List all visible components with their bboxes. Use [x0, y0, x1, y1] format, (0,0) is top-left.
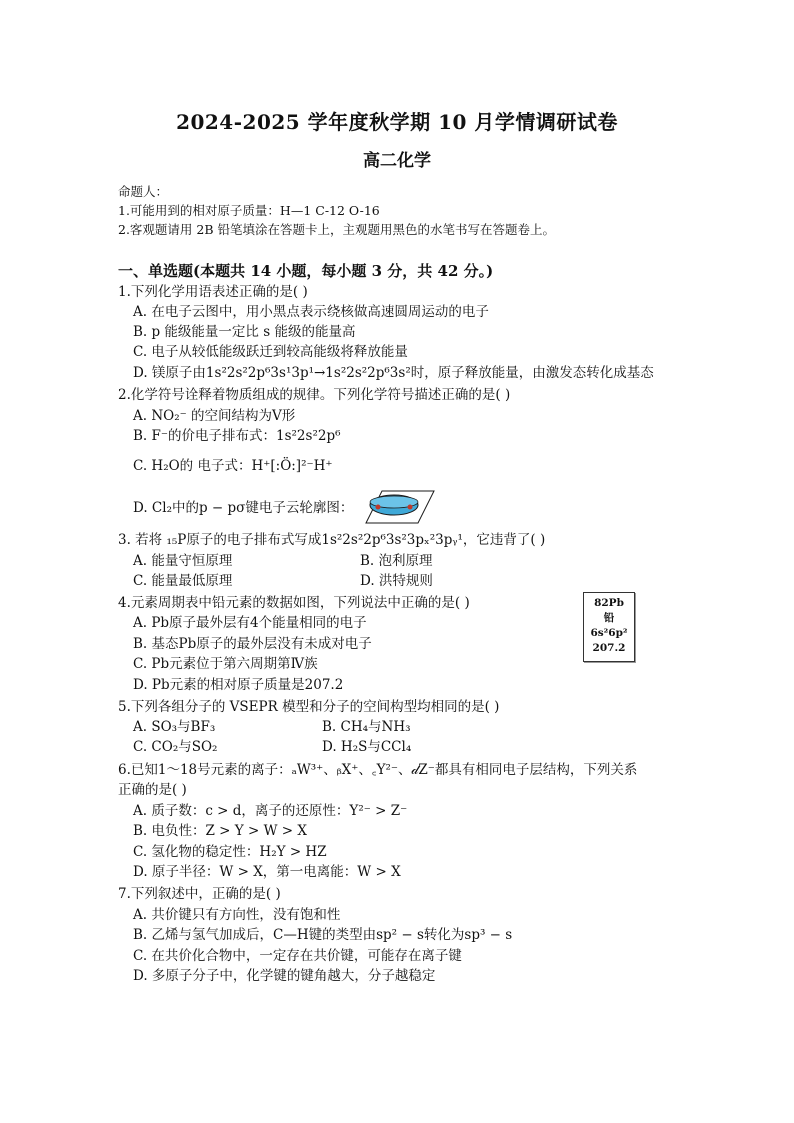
question-3-option-a: A. 能量守恒原理	[133, 553, 233, 569]
question-7-option-d: D. 多原子分子中，化学键的键角越大，分子越稳定	[133, 968, 436, 984]
page-title: 2024-2025 学年度秋学期 10 月学情调研试卷	[176, 110, 618, 134]
question-1-option-c: C. 电子从较低能级跃迁到较高能级将释放能量	[133, 344, 408, 360]
question-6-stem-line-1: 6.已知1～18号元素的离子：ₐW³⁺、ᵦX⁺、꜀Y²⁻、𝒹Z⁻都具有相同电子层结构，下列关系	[118, 762, 638, 778]
note-author: 命题人：	[118, 184, 169, 199]
question-2-option-c: C. H₂O的 电子式：H⁺[:Ö:]²⁻H⁺	[133, 458, 333, 474]
question-2-option-d: D. Cl₂中的p − pσ键电子云轮廓图：	[133, 500, 354, 516]
question-4-option-b: B. 基态Pb原子的最外层没有未成对电子	[133, 636, 372, 652]
element-number-symbol: 82Pb	[594, 597, 624, 609]
section-title: 一、单选题(本题共 14 小题，每小题 3 分，共 42 分。)	[118, 262, 494, 280]
question-6-option-d: D. 原子半径：W > X，第一电离能：W > X	[133, 864, 401, 880]
question-3-option-d: D. 洪特规则	[360, 573, 433, 589]
note-answer-instructions: 2.客观题请用 2B 铅笔填涂在答题卡上，主观题用黑色的水笔书写在答题卷上。	[118, 222, 556, 237]
question-7-option-b: B. 乙烯与氢气加成后，C—H键的类型由sp² − s转化为sp³ − s	[133, 927, 513, 943]
question-7-option-c: C. 在共价化合物中，一定存在共价键，可能存在离子键	[133, 948, 462, 964]
question-6-option-b: B. 电负性：Z > Y > W > X	[133, 823, 307, 839]
nucleus-left	[376, 505, 381, 510]
question-5-option-a: A. SO₃与BF₃	[133, 719, 216, 735]
question-6-option-c: C. 氢化物的稳定性：H₂Y > HZ	[133, 844, 327, 860]
question-7-option-a: A. 共价键只有方向性，没有饱和性	[133, 907, 341, 923]
lead-element-card	[583, 592, 635, 662]
question-4-option-c: C. Pb元素位于第六周期第Ⅳ族	[133, 656, 318, 672]
question-3-option-b: B. 泡利原理	[360, 553, 433, 569]
element-atomic-mass: 207.2	[592, 642, 626, 654]
question-5-option-b: B. CH₄与NH₃	[322, 719, 411, 735]
question-5-option-c: C. CO₂与SO₂	[133, 739, 218, 755]
question-2-stem: 2.化学符号诠释着物质组成的规律。下列化学符号描述正确的是( )	[118, 387, 511, 403]
question-1-stem: 1.下列化学用语表述正确的是( )	[118, 284, 308, 300]
exam-notes	[118, 182, 555, 239]
p-p-sigma-orbital-diagram	[352, 489, 436, 525]
question-4-option-d: D. Pb元素的相对原子质量是207.2	[133, 677, 344, 693]
question-1-option-a: A. 在电子云图中，用小黑点表示绕核做高速圆周运动的电子	[133, 304, 489, 320]
note-atomic-mass: 1.可能用到的相对原子质量：H—1 C-12 O-16	[118, 203, 380, 218]
element-name: 铅	[603, 612, 615, 624]
question-4-stem: 4.元素周期表中铅元素的数据如图，下列说法中正确的是( )	[118, 595, 470, 611]
question-3-stem: 3. 若将 ₁₅P原子的电子排布式写成1s²2s²2p⁶3s²3pₓ²3pᵧ¹，它违背了( )	[118, 532, 546, 548]
nucleus-right	[408, 505, 413, 510]
question-1-option-d: D. 镁原子由1s²2s²2p⁶3s¹3p¹→1s²2s²2p⁶3s²时，原子释放能量，由激发态转化成基态	[133, 365, 654, 381]
question-2-option-b: B. F⁻的价电子排布式：1s²2s²2p⁶	[133, 428, 341, 444]
page-subtitle: 高二化学	[363, 151, 431, 171]
question-5-stem: 5.下列各组分子的 VSEPR 模型和分子的空间构型均相同的是( )	[118, 699, 500, 715]
question-1-option-b: B. p 能级能量一定比 s 能级的能量高	[133, 324, 356, 340]
question-3-option-c: C. 能量最低原理	[133, 573, 233, 589]
question-6-option-a: A. 质子数：c > d，离子的还原性：Y²⁻ > Z⁻	[133, 803, 408, 819]
element-electron-config: 6s²6p²	[590, 627, 628, 639]
question-4-option-a: A. Pb原子最外层有4个能量相同的电子	[133, 615, 367, 631]
question-6-stem-line-2: 正确的是( )	[118, 782, 187, 798]
question-2-option-a: A. NO₂⁻ 的空间结构为V形	[133, 408, 296, 424]
question-7-stem: 7.下列叙述中，正确的是( )	[118, 886, 281, 902]
question-5-option-d: D. H₂S与CCl₄	[322, 739, 412, 755]
